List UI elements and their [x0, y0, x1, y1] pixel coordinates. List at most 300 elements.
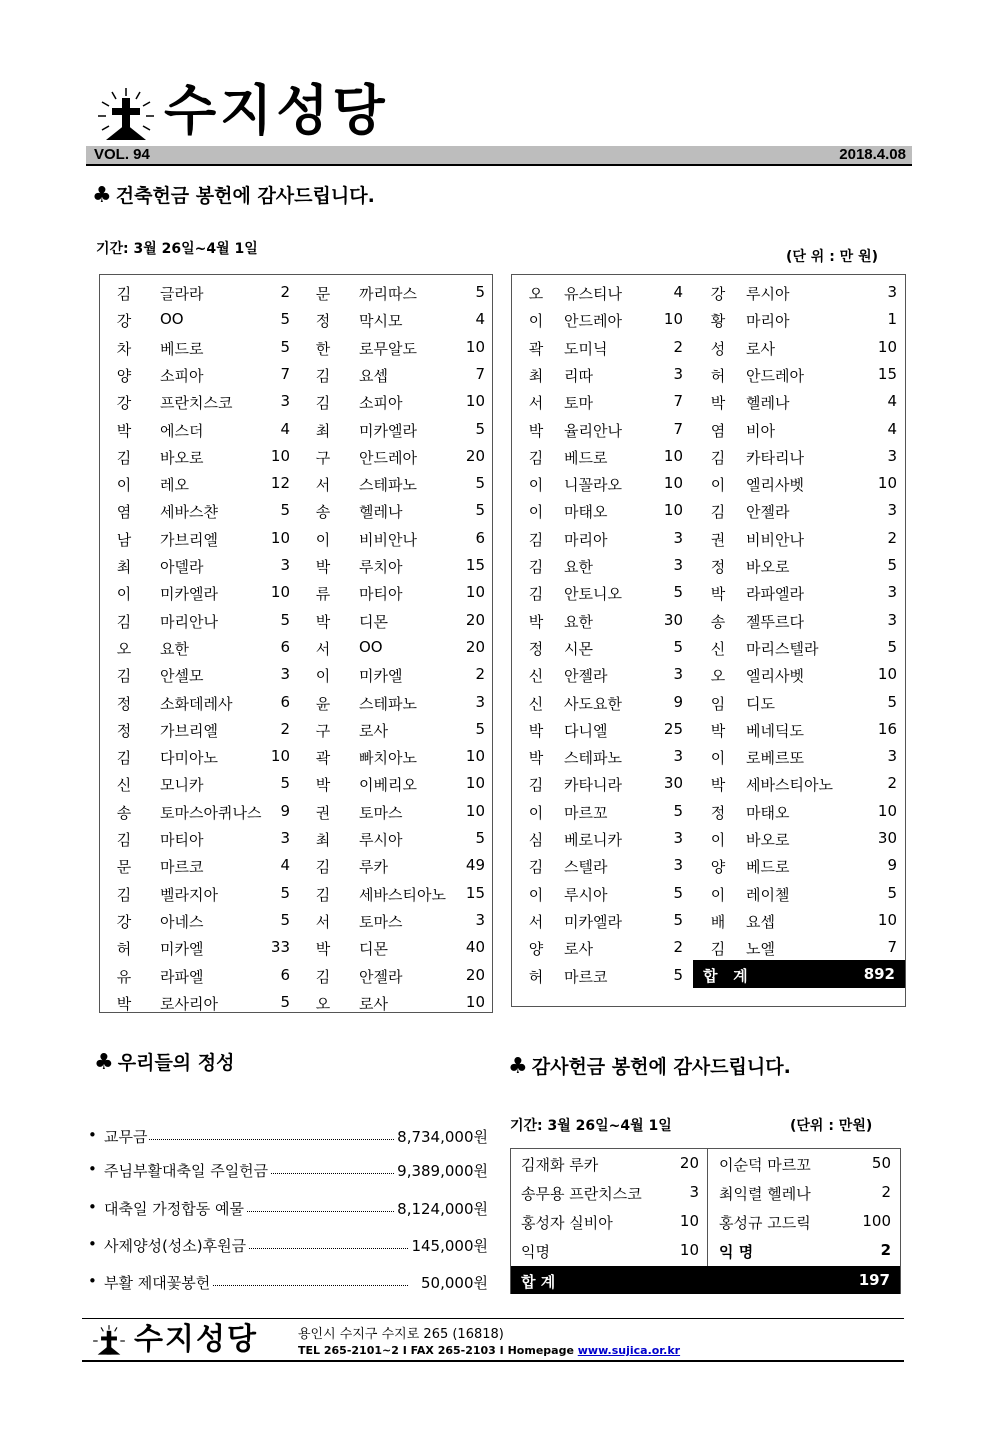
surname: 박 — [710, 776, 726, 795]
baptismal-name: 요셉 — [746, 912, 775, 931]
surname: 이 — [710, 749, 726, 768]
table-row — [512, 388, 905, 415]
baptismal-name: 안드레아 — [359, 448, 417, 467]
table-row — [511, 1236, 900, 1265]
surname: 박 — [315, 940, 331, 959]
amount: 10 — [877, 474, 897, 493]
surname: 정 — [116, 694, 132, 713]
baptismal-name: 로무알도 — [359, 339, 417, 358]
surname: 김 — [116, 667, 132, 686]
surname: 양 — [710, 858, 726, 877]
surname: 이 — [528, 312, 544, 331]
baptismal-name: 안셀모 — [160, 667, 204, 686]
thanks-unit: (단위 : 만원) — [790, 1118, 873, 1134]
baptismal-name: 미카엘 — [160, 940, 204, 959]
baptismal-name: 로사리아 — [160, 994, 218, 1013]
amount: 3 — [887, 610, 897, 629]
amount: 7 — [673, 392, 683, 411]
amount: 10 — [663, 474, 683, 493]
amount: 5 — [887, 637, 897, 656]
table-row — [512, 443, 905, 470]
offering-amount: 50,000원 — [421, 1274, 488, 1292]
amount: 3 — [887, 747, 897, 766]
table-row — [100, 470, 492, 497]
surname: 양 — [528, 940, 544, 959]
surname: 강 — [116, 394, 132, 413]
volume-bar — [86, 146, 912, 166]
amount: 6 — [475, 528, 485, 547]
amount: 3 — [887, 501, 897, 520]
surname: 이 — [116, 585, 132, 604]
surname: 김 — [315, 366, 331, 385]
amount: 20 — [465, 446, 485, 465]
baptismal-name: 마르꼬 — [564, 803, 608, 822]
amount: 7 — [673, 419, 683, 438]
baptismal-name: 비비안나 — [746, 530, 804, 549]
baptismal-name: 미카엘라 — [564, 912, 622, 931]
baptismal-name: 요셉 — [359, 366, 388, 385]
offerings-heading-text: 우리들의 정성 — [117, 1052, 235, 1074]
baptismal-name: 비비안나 — [359, 530, 417, 549]
surname: 박 — [315, 776, 331, 795]
building-period: 기간: 3월 26일~4월 1일 — [96, 241, 258, 257]
amount: 10 — [270, 583, 290, 602]
surname: 이 — [710, 885, 726, 904]
amount: 3 — [673, 856, 683, 875]
surname: 권 — [710, 530, 726, 549]
surname: 염 — [710, 421, 726, 440]
total-label: 합 계 — [521, 1273, 556, 1291]
baptismal-name: 레오 — [160, 476, 189, 495]
surname: 유 — [116, 967, 132, 986]
table-row — [100, 497, 492, 524]
baptismal-name: 미카엘라 — [160, 585, 218, 604]
surname: 박 — [528, 421, 544, 440]
surname: 김 — [528, 585, 544, 604]
offering-amount: 8,124,000원 — [397, 1200, 488, 1218]
table-row — [100, 907, 492, 934]
offering-item — [88, 1233, 488, 1257]
amount: 5 — [673, 637, 683, 656]
table-row — [100, 416, 492, 443]
baptismal-name: 젤뚜르다 — [746, 612, 804, 631]
baptismal-name: 로사 — [564, 940, 593, 959]
baptismal-name: 라파엘라 — [746, 585, 804, 604]
baptismal-name: 바오로 — [160, 448, 204, 467]
amount: 10 — [465, 392, 485, 411]
amount: 10 — [465, 801, 485, 820]
surname: 박 — [528, 749, 544, 768]
building-heading — [92, 183, 375, 209]
amount: 3 — [673, 665, 683, 684]
surname: 허 — [116, 940, 132, 959]
surname: 류 — [315, 585, 331, 604]
surname: 김 — [116, 285, 132, 303]
building-table-right — [511, 274, 906, 1007]
surname: 정 — [710, 558, 726, 576]
baptismal-name: 카타니라 — [564, 776, 622, 795]
table-row — [512, 907, 905, 934]
amount: 5 — [280, 337, 290, 356]
baptismal-name: 베드로 — [746, 858, 790, 877]
baptismal-name: 루시아 — [359, 831, 403, 849]
baptismal-name: 라파엘 — [160, 967, 204, 986]
baptismal-name: 헬레나 — [746, 394, 790, 413]
donor-name: 송무용 프란치스코 — [521, 1185, 642, 1203]
offering-amount: 145,000원 — [411, 1237, 488, 1255]
amount: 30 — [663, 610, 683, 629]
amount: 3 — [280, 556, 290, 574]
amount: 9 — [887, 856, 897, 875]
footer-bottom-rule — [82, 1360, 904, 1362]
thanks-heading — [508, 1054, 791, 1080]
amount: 10 — [877, 337, 897, 356]
amount: 10 — [465, 774, 485, 793]
amount: 10 — [663, 310, 683, 329]
building-unit: (단 위 : 만 원) — [786, 249, 878, 265]
amount: 25 — [663, 719, 683, 738]
table-row — [512, 497, 905, 524]
amount: 3 — [673, 364, 683, 383]
offering-item — [88, 1124, 488, 1148]
table-row — [512, 579, 905, 606]
baptismal-name: 안젤라 — [564, 667, 608, 686]
baptismal-name: 글라라 — [160, 285, 204, 303]
amount: 10 — [270, 528, 290, 547]
amount: 3 — [673, 747, 683, 766]
amount: 2 — [280, 719, 290, 738]
amount: 6 — [280, 965, 290, 984]
table-row — [512, 525, 905, 552]
table-row — [100, 743, 492, 770]
surname: 김 — [710, 448, 726, 467]
amount: 3 — [475, 910, 485, 929]
surname: 신 — [116, 776, 132, 795]
table-row — [512, 661, 905, 688]
total-value: 892 — [863, 964, 895, 983]
baptismal-name: 베드로 — [564, 448, 608, 467]
baptismal-name: 마리스텔라 — [746, 639, 819, 658]
amount: 20 — [465, 637, 485, 656]
club-icon: ♣ — [92, 183, 112, 208]
table-row — [512, 306, 905, 333]
table-row — [100, 934, 492, 961]
amount: 15 — [465, 883, 485, 902]
table-row — [100, 579, 492, 606]
baptismal-name: 로베르또 — [746, 749, 804, 768]
baptismal-name: 세바스티아노 — [359, 885, 446, 904]
masthead-title: 수지성당 — [164, 79, 389, 142]
bullet-icon: • — [88, 1126, 97, 1144]
surname: 송 — [116, 803, 132, 822]
surname: 황 — [710, 312, 726, 331]
amount: 20 — [465, 610, 485, 629]
surname: 문 — [315, 285, 331, 303]
offering-amount: 8,734,000원 — [397, 1128, 488, 1146]
table-row — [512, 934, 905, 961]
table-row — [100, 634, 492, 661]
amount: 5 — [673, 883, 683, 902]
table-row — [100, 825, 492, 852]
surname: 오 — [528, 285, 544, 303]
dot-leader — [104, 1139, 408, 1140]
baptismal-name: 로사 — [746, 339, 775, 358]
donor-name: 홍성규 고드릭 — [719, 1214, 811, 1232]
surname: 박 — [528, 721, 544, 740]
amount: 5 — [887, 692, 897, 711]
offering-label: 대축일 가정합동 예물 — [104, 1200, 244, 1218]
amount: 1 — [887, 310, 897, 329]
baptismal-name: 가브리엘 — [160, 530, 218, 549]
surname: 서 — [315, 476, 331, 495]
amount: 2 — [881, 1183, 891, 1201]
offering-item — [88, 1270, 488, 1294]
baptismal-name: 카타리나 — [746, 448, 804, 467]
surname: 서 — [315, 639, 331, 658]
building-table-left — [99, 274, 493, 1013]
table-row — [100, 334, 492, 361]
bullet-icon: • — [88, 1198, 97, 1216]
amount: 5 — [475, 719, 485, 738]
surname: 최 — [315, 421, 331, 440]
baptismal-name: 마태오 — [564, 503, 608, 522]
baptismal-name: 에스더 — [160, 421, 204, 440]
table-row — [512, 716, 905, 743]
amount: 2 — [673, 337, 683, 356]
amount: 2 — [887, 528, 897, 547]
footer-address: 용인시 수지구 수지로 265 (16818) — [298, 1327, 504, 1342]
baptismal-name: 로사 — [359, 994, 388, 1013]
amount: 2 — [475, 665, 485, 684]
amount: 3 — [887, 583, 897, 602]
amount: 3 — [673, 556, 683, 574]
amount: 7 — [280, 364, 290, 383]
surname: 정 — [315, 312, 331, 331]
donor-name: 최익렬 헬레나 — [719, 1185, 811, 1203]
surname: 구 — [315, 448, 331, 467]
baptismal-name: 디몬 — [359, 940, 388, 959]
surname: 박 — [116, 421, 132, 440]
surname: 김 — [710, 940, 726, 959]
amount: 2 — [887, 774, 897, 793]
baptismal-name: 도미닉 — [564, 339, 608, 358]
surname: 서 — [528, 394, 544, 413]
amount: 30 — [877, 829, 897, 847]
surname: 양 — [116, 366, 132, 385]
amount: 3 — [673, 528, 683, 547]
amount: 3 — [280, 829, 290, 847]
baptismal-name: 미카엘 — [359, 667, 403, 686]
surname: 이 — [710, 831, 726, 849]
amount: 50 — [871, 1154, 891, 1172]
amount: 3 — [887, 283, 897, 301]
amount: 2 — [880, 1241, 891, 1259]
baptismal-name: 안드레아 — [746, 366, 804, 385]
amount: 10 — [877, 910, 897, 929]
donor-name: 홍성자 실비아 — [521, 1214, 613, 1232]
surname: 김 — [116, 612, 132, 631]
baptismal-name: OO — [359, 637, 383, 656]
baptismal-name: 토마스아퀴나스 — [160, 803, 262, 822]
amount: 12 — [270, 474, 290, 493]
surname: 한 — [315, 339, 331, 358]
table-row — [100, 279, 492, 306]
amount: 4 — [280, 419, 290, 438]
baptismal-name: 프란치스코 — [160, 394, 233, 413]
amount: 5 — [280, 774, 290, 793]
amount: 10 — [877, 801, 897, 820]
baptismal-name: 막시모 — [359, 312, 403, 331]
total-cell — [693, 960, 905, 988]
baptismal-name: 마리안나 — [160, 612, 218, 631]
baptismal-name: 베드로 — [160, 339, 204, 358]
table-row — [512, 334, 905, 361]
surname: 최 — [315, 831, 331, 849]
amount: 10 — [465, 747, 485, 766]
amount: 5 — [673, 910, 683, 929]
table-row — [512, 552, 905, 579]
amount: 3 — [280, 665, 290, 684]
surname: 강 — [710, 285, 726, 303]
surname: 김 — [315, 394, 331, 413]
table-row — [512, 880, 905, 907]
building-heading-text: 건축헌금 봉헌에 감사드립니다. — [115, 185, 375, 207]
table-row — [512, 743, 905, 770]
amount: 5 — [475, 474, 485, 493]
amount: 15 — [465, 556, 485, 574]
baptismal-name: 바오로 — [746, 558, 790, 576]
table-row — [100, 306, 492, 333]
surname: 박 — [710, 721, 726, 740]
table-row — [100, 388, 492, 415]
baptismal-name: 미카엘라 — [359, 421, 417, 440]
amount: 3 — [689, 1183, 699, 1201]
surname: 김 — [710, 503, 726, 522]
surname: 박 — [315, 558, 331, 576]
thanks-heading-text: 감사헌금 봉헌에 감사드립니다. — [531, 1056, 791, 1078]
thanks-period: 기간: 3월 26일~4월 1일 — [510, 1118, 672, 1134]
amount: 2 — [673, 938, 683, 957]
surname: 최 — [528, 366, 544, 385]
amount: 5 — [673, 965, 683, 984]
baptismal-name: 디몬 — [359, 612, 388, 631]
baptismal-name: 마르코 — [564, 967, 608, 986]
amount: 33 — [270, 938, 290, 957]
baptismal-name: 소화데레사 — [160, 694, 233, 713]
surname: 박 — [528, 612, 544, 631]
baptismal-name: 안젤라 — [359, 967, 403, 986]
table-row — [511, 1207, 900, 1236]
baptismal-name: 다미아노 — [160, 749, 218, 768]
surname: 김 — [528, 776, 544, 795]
surname: 오 — [710, 667, 726, 686]
donor-name: 익 명 — [719, 1243, 754, 1261]
offerings-heading — [94, 1050, 234, 1076]
table-row — [100, 852, 492, 879]
surname: 김 — [528, 448, 544, 467]
surname: 심 — [528, 831, 544, 849]
amount: 100 — [862, 1212, 891, 1230]
total-value: 197 — [858, 1271, 890, 1289]
surname: 이 — [315, 667, 331, 686]
baptismal-name: 다니엘 — [564, 721, 608, 740]
surname: 강 — [116, 312, 132, 331]
baptismal-name: 헬레나 — [359, 503, 403, 522]
amount: 5 — [280, 910, 290, 929]
baptismal-name: 아델라 — [160, 558, 204, 576]
surname: 정 — [528, 639, 544, 658]
church-logo-icon — [96, 86, 156, 146]
baptismal-name: 유스티나 — [564, 285, 622, 303]
table-row — [512, 689, 905, 716]
table-row — [100, 880, 492, 907]
offering-label: 주님부활대축일 주일헌금 — [104, 1162, 269, 1180]
table-row — [100, 770, 492, 797]
total-row — [511, 1266, 900, 1294]
amount: 49 — [465, 856, 485, 875]
donor-name: 김재화 루카 — [521, 1156, 599, 1174]
amount: 5 — [475, 829, 485, 847]
amount: 3 — [673, 829, 683, 847]
surname: 박 — [116, 994, 132, 1013]
amount: 5 — [475, 501, 485, 520]
amount: 10 — [877, 665, 897, 684]
baptismal-name: 리따 — [564, 366, 593, 385]
amount: 5 — [280, 310, 290, 329]
surname: 남 — [116, 530, 132, 549]
amount: 16 — [877, 719, 897, 738]
amount: 7 — [475, 364, 485, 383]
homepage-link[interactable]: www.sujica.or.kr — [577, 1344, 681, 1357]
surname: 최 — [116, 558, 132, 576]
baptismal-name: 로사 — [359, 721, 388, 740]
surname: 이 — [528, 503, 544, 522]
amount: 6 — [280, 637, 290, 656]
table-row — [511, 1149, 900, 1178]
baptismal-name: 노엘 — [746, 940, 775, 959]
bullet-icon: • — [88, 1272, 97, 1290]
surname: 정 — [116, 721, 132, 740]
amount: 4 — [280, 856, 290, 875]
amount: 10 — [465, 992, 485, 1011]
amount: 10 — [663, 446, 683, 465]
table-row — [512, 279, 905, 306]
amount: 5 — [887, 556, 897, 574]
baptismal-name: 이베리오 — [359, 776, 417, 795]
baptismal-name: 스테파노 — [359, 476, 417, 495]
baptismal-name: 루시아 — [564, 885, 608, 904]
amount: 6 — [280, 692, 290, 711]
table-row — [100, 661, 492, 688]
footer-title: 수지성당 — [134, 1322, 258, 1357]
table-row — [100, 443, 492, 470]
offering-label: 부활 제대꽃봉헌 — [104, 1274, 211, 1292]
offering-label: 사제양성(성소)후원금 — [104, 1237, 247, 1255]
surname: 이 — [315, 530, 331, 549]
baptismal-name: 바오로 — [746, 831, 790, 849]
surname: 곽 — [315, 749, 331, 768]
baptismal-name: 율리안나 — [564, 421, 622, 440]
surname: 신 — [528, 667, 544, 686]
table-row — [100, 716, 492, 743]
baptismal-name: 마르코 — [160, 858, 204, 877]
baptismal-name: 스텔라 — [564, 858, 608, 877]
surname: 문 — [116, 858, 132, 877]
baptismal-name: 요한 — [564, 558, 593, 576]
amount: 3 — [475, 692, 485, 711]
amount: 4 — [887, 419, 897, 438]
baptismal-name: 세바스티아노 — [746, 776, 833, 795]
